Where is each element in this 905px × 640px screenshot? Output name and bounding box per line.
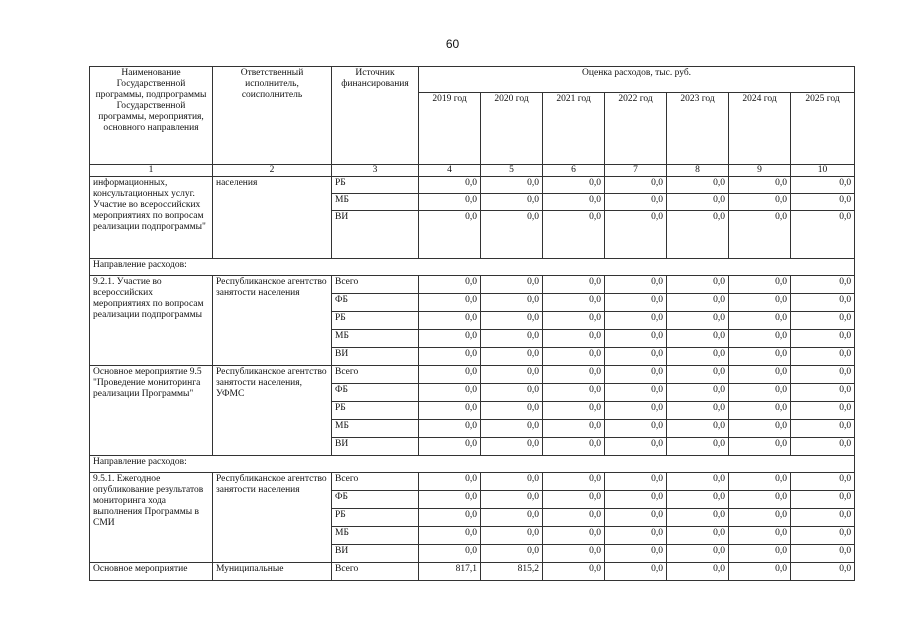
value-cell: 0,0 [481,473,543,491]
value-cell: 0,0 [481,348,543,366]
column-number-row [90,165,855,177]
value-cell: 0,0 [729,330,791,348]
funding-source-cell: ВИ [332,211,419,259]
value-cell: 0,0 [729,473,791,491]
value-cell: 0,0 [791,177,855,194]
value-cell: 0,0 [543,545,605,563]
value-cell: 0,0 [481,312,543,330]
executor-cell: населения [213,177,332,259]
table-row [90,563,855,581]
table-row [90,276,855,294]
value-cell: 0,0 [729,348,791,366]
value-cell: 0,0 [419,491,481,509]
header-year: 2021 год [543,93,605,165]
value-cell: 0,0 [667,491,729,509]
value-cell: 0,0 [791,491,855,509]
value-cell: 0,0 [605,384,667,402]
value-cell: 0,0 [791,211,855,259]
value-cell: 0,0 [791,312,855,330]
value-cell: 0,0 [481,545,543,563]
value-cell: 0,0 [605,402,667,420]
value-cell: 0,0 [729,177,791,194]
value-cell: 0,0 [481,294,543,312]
value-cell: 0,0 [481,211,543,259]
value-cell: 0,0 [419,527,481,545]
value-cell: 0,0 [729,194,791,211]
value-cell: 0,0 [791,276,855,294]
value-cell: 0,0 [667,348,729,366]
value-cell: 815,2 [481,563,543,581]
funding-source-cell: МБ [332,330,419,348]
value-cell: 0,0 [481,366,543,384]
value-cell: 0,0 [481,509,543,527]
value-cell: 0,0 [729,420,791,438]
value-cell: 0,0 [543,194,605,211]
header-cost-estimate: Оценка расходов, тыс. руб. [419,67,855,93]
value-cell: 0,0 [791,384,855,402]
value-cell: 0,0 [543,509,605,527]
value-cell: 0,0 [791,366,855,384]
value-cell: 0,0 [543,211,605,259]
value-cell: 0,0 [481,527,543,545]
funding-source-cell: Всего [332,276,419,294]
value-cell: 0,0 [419,177,481,194]
funding-source-cell: ФБ [332,294,419,312]
value-cell: 0,0 [729,527,791,545]
value-cell: 0,0 [791,294,855,312]
value-cell: 0,0 [419,545,481,563]
program-name-cell: 9.5.1. Ежегодное опубликование результатов мониторинга хода выполнения Программы в СМИ [90,473,213,563]
value-cell: 0,0 [419,420,481,438]
funding-source-cell: Всего [332,563,419,581]
value-cell: 0,0 [791,563,855,581]
value-cell: 0,0 [791,194,855,211]
value-cell: 0,0 [543,276,605,294]
section-heading: Направление расходов: [90,456,855,473]
value-cell: 0,0 [667,473,729,491]
budget-table [89,66,855,581]
funding-source-cell: Всего [332,473,419,491]
executor-cell: Муниципальные [213,563,332,581]
value-cell: 0,0 [543,312,605,330]
program-name-cell: 9.2.1. Участие во всероссийских мероприятиях по вопросам реализации подпрограммы [90,276,213,366]
value-cell: 0,0 [419,384,481,402]
value-cell: 0,0 [667,366,729,384]
value-cell: 0,0 [729,438,791,456]
funding-source-cell: МБ [332,194,419,211]
program-name-cell: информационных, консультационных услуг. Участие во всероссийских мероприятиях по вопросам реализации подпрограммы" [90,177,213,259]
value-cell: 0,0 [605,177,667,194]
header-year: 2020 год [481,93,543,165]
value-cell: 0,0 [543,420,605,438]
executor-cell: Республиканское агентство занятости населения, УФМС [213,366,332,456]
value-cell: 0,0 [543,402,605,420]
value-cell: 0,0 [605,276,667,294]
section-heading: Направление расходов: [90,259,855,276]
column-number: 3 [332,165,419,177]
value-cell: 0,0 [729,563,791,581]
column-number: 2 [213,165,332,177]
value-cell: 0,0 [419,276,481,294]
header-year: 2023 год [667,93,729,165]
value-cell: 0,0 [791,545,855,563]
value-cell: 0,0 [419,402,481,420]
value-cell: 0,0 [729,276,791,294]
value-cell: 0,0 [481,384,543,402]
value-cell: 0,0 [605,294,667,312]
value-cell: 0,0 [543,473,605,491]
value-cell: 0,0 [419,312,481,330]
value-cell: 0,0 [543,366,605,384]
value-cell: 0,0 [791,473,855,491]
funding-source-cell: МБ [332,527,419,545]
value-cell: 0,0 [605,438,667,456]
value-cell: 0,0 [667,545,729,563]
value-cell: 0,0 [729,294,791,312]
value-cell: 0,0 [419,509,481,527]
value-cell: 0,0 [605,194,667,211]
value-cell: 0,0 [667,402,729,420]
header-year: 2019 год [419,93,481,165]
value-cell: 0,0 [729,491,791,509]
value-cell: 0,0 [481,177,543,194]
value-cell: 0,0 [729,509,791,527]
value-cell: 0,0 [543,348,605,366]
value-cell: 0,0 [543,294,605,312]
value-cell: 0,0 [729,384,791,402]
value-cell: 0,0 [667,384,729,402]
value-cell: 0,0 [543,527,605,545]
value-cell: 0,0 [481,194,543,211]
program-name-cell: Основное мероприятие 9.5 "Проведение мониторинга реализации Программы" [90,366,213,456]
value-cell: 0,0 [605,366,667,384]
column-number: 4 [419,165,481,177]
funding-source-cell: Всего [332,366,419,384]
value-cell: 0,0 [667,276,729,294]
value-cell: 0,0 [605,491,667,509]
column-number: 8 [667,165,729,177]
value-cell: 0,0 [667,211,729,259]
value-cell: 0,0 [419,366,481,384]
section-heading-row [90,456,855,473]
header-year: 2025 год [791,93,855,165]
value-cell: 0,0 [543,438,605,456]
value-cell: 0,0 [605,473,667,491]
value-cell: 0,0 [419,348,481,366]
value-cell: 0,0 [543,563,605,581]
section-heading-row [90,259,855,276]
value-cell: 0,0 [419,438,481,456]
column-number: 9 [729,165,791,177]
table-row [90,177,855,194]
value-cell: 0,0 [605,545,667,563]
executor-cell: Республиканское агентство занятости населения [213,276,332,366]
value-cell: 0,0 [481,330,543,348]
funding-source-cell: ФБ [332,491,419,509]
header-program-name: Наименование Государственной программы, подпрограммы Государственной программы, мероприятия, основного направления [90,67,213,165]
value-cell: 0,0 [605,420,667,438]
value-cell: 0,0 [419,294,481,312]
executor-cell: Республиканское агентство занятости населения [213,473,332,563]
value-cell: 0,0 [729,402,791,420]
value-cell: 0,0 [605,348,667,366]
value-cell: 0,0 [605,527,667,545]
value-cell: 0,0 [481,402,543,420]
column-number: 5 [481,165,543,177]
value-cell: 0,0 [605,563,667,581]
value-cell: 0,0 [481,276,543,294]
table-row [90,366,855,384]
table-row [90,473,855,491]
value-cell: 0,0 [419,473,481,491]
value-cell: 0,0 [791,348,855,366]
value-cell: 817,1 [419,563,481,581]
value-cell: 0,0 [481,491,543,509]
funding-source-cell: РБ [332,177,419,194]
value-cell: 0,0 [729,312,791,330]
value-cell: 0,0 [667,177,729,194]
value-cell: 0,0 [791,438,855,456]
value-cell: 0,0 [729,211,791,259]
value-cell: 0,0 [667,509,729,527]
column-number: 1 [90,165,213,177]
value-cell: 0,0 [667,563,729,581]
funding-source-cell: МБ [332,420,419,438]
column-number: 6 [543,165,605,177]
page-number: 60 [445,37,460,51]
value-cell: 0,0 [605,312,667,330]
funding-source-cell: РБ [332,509,419,527]
header-executor: Ответственный исполнитель, соисполнитель [213,67,332,165]
value-cell: 0,0 [605,211,667,259]
value-cell: 0,0 [543,384,605,402]
value-cell: 0,0 [419,330,481,348]
value-cell: 0,0 [729,366,791,384]
value-cell: 0,0 [791,330,855,348]
value-cell: 0,0 [605,509,667,527]
program-name-cell: Основное мероприятие [90,563,213,581]
value-cell: 0,0 [419,211,481,259]
header-year: 2022 год [605,93,667,165]
value-cell: 0,0 [791,527,855,545]
value-cell: 0,0 [667,420,729,438]
value-cell: 0,0 [543,491,605,509]
value-cell: 0,0 [481,420,543,438]
value-cell: 0,0 [543,177,605,194]
funding-source-cell: РБ [332,402,419,420]
value-cell: 0,0 [605,330,667,348]
value-cell: 0,0 [791,420,855,438]
value-cell: 0,0 [667,438,729,456]
value-cell: 0,0 [481,438,543,456]
value-cell: 0,0 [543,330,605,348]
value-cell: 0,0 [419,194,481,211]
funding-source-cell: ФБ [332,384,419,402]
header-year: 2024 год [729,93,791,165]
column-number: 7 [605,165,667,177]
value-cell: 0,0 [729,545,791,563]
value-cell: 0,0 [667,194,729,211]
funding-source-cell: ВИ [332,545,419,563]
value-cell: 0,0 [667,527,729,545]
value-cell: 0,0 [791,402,855,420]
value-cell: 0,0 [667,312,729,330]
value-cell: 0,0 [667,330,729,348]
value-cell: 0,0 [667,294,729,312]
funding-source-cell: ВИ [332,348,419,366]
value-cell: 0,0 [791,509,855,527]
funding-source-cell: ВИ [332,438,419,456]
header-funding-source: Источник финансирования [332,67,419,165]
column-number: 10 [791,165,855,177]
funding-source-cell: РБ [332,312,419,330]
